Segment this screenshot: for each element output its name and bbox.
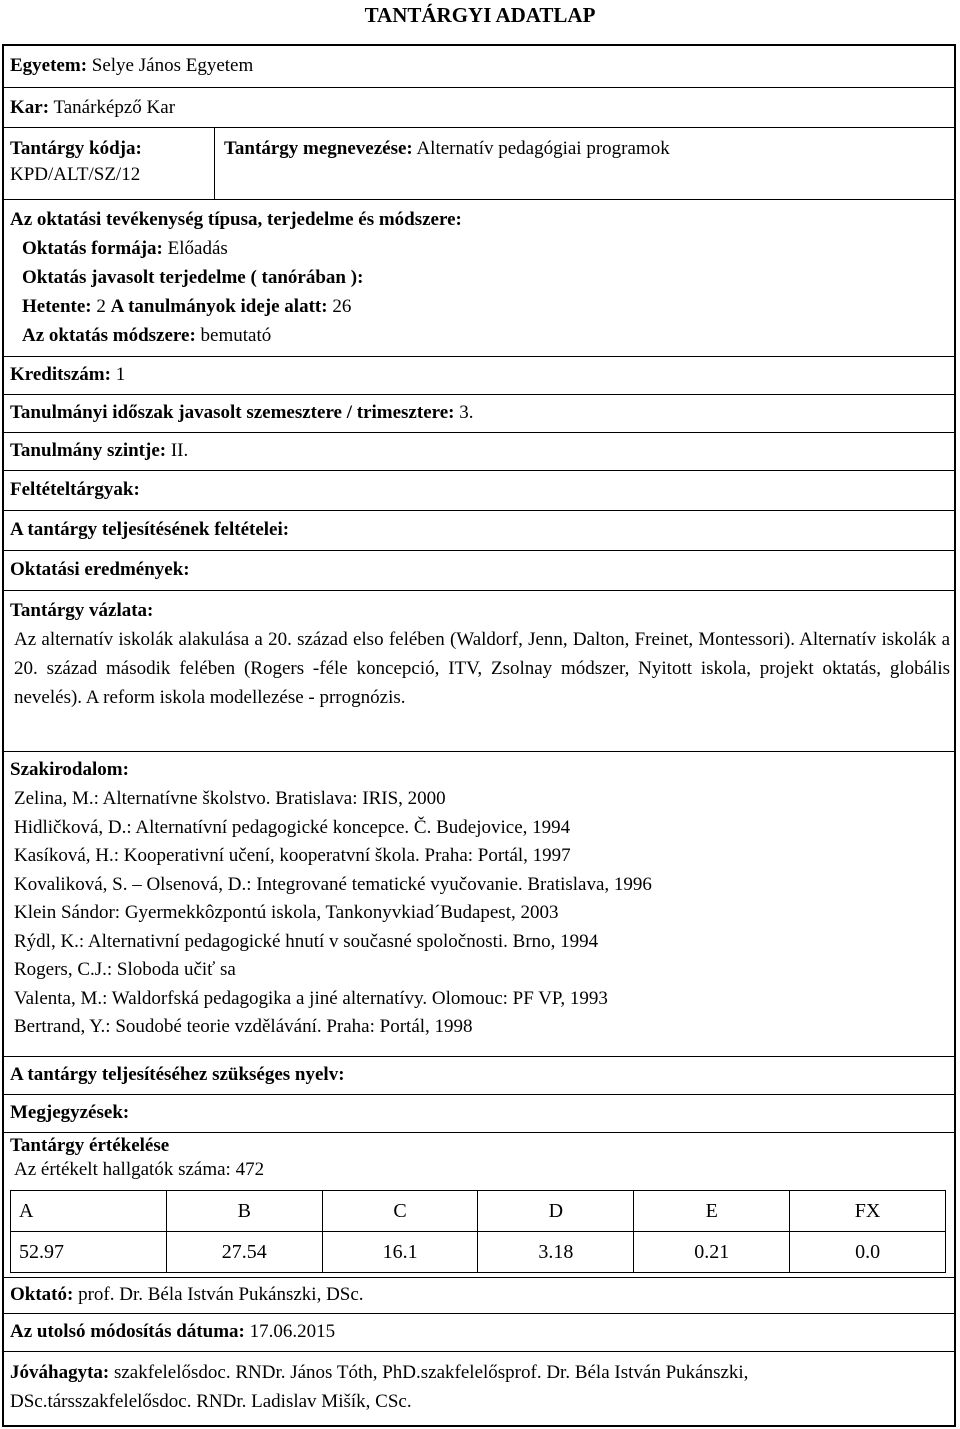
conditions-row (4, 510, 954, 550)
literature-item: Hidličková, D.: Alternatívní pedagogické koncepce. Č. Budejovice, 1994 (14, 816, 571, 838)
last-modified-row (4, 1313, 954, 1351)
course-name-label: Tantárgy megnevezése: (224, 138, 413, 159)
credits-row (4, 356, 954, 394)
weekly-value: 2 (96, 296, 106, 317)
outline-text: Az alternatív iskolák alakulása a 20. század elso felében (Waldorf, Jenn, Dalton, Freinet, Montessori). Alternatív iskolák a 20. század második felében (Rogers -féle koncepció, ITV, Zsolnay módszer, Nyitott iskola, projekt oktatás, globális nevelés). A reform iskola modellezése - prrognózis. (14, 629, 950, 708)
outcomes-row (4, 550, 954, 590)
outline-row (4, 590, 954, 751)
literature-item: Kasíková, H.: Kooperativní učení, kooperatvní škola. Praha: Portál, 1997 (14, 845, 571, 866)
course-code-value: KPD/ALT/SZ/12 (10, 164, 141, 185)
course-id-row (4, 127, 954, 199)
semester-label: Tanulmányi időszak javasolt szemesztere / trimesztere: (10, 402, 455, 423)
grade-percent: 16.1 (322, 1232, 478, 1273)
form-value: Előadás (167, 238, 228, 259)
grade-letter: B (166, 1191, 322, 1232)
semester-row (4, 394, 954, 432)
grade-percent-row (11, 1232, 946, 1273)
faculty-row (4, 87, 954, 127)
document-title: TANTÁRGYI ADATLAP (364, 3, 596, 27)
literature-item: Klein Sándor: Gyermekkôzpontú iskola, Tankonyvkiad´Budapest, 2003 (14, 902, 559, 923)
grade-letter: A (11, 1191, 167, 1232)
last-modified-label: Az utolsó módosítás dátuma: (10, 1321, 245, 1342)
literature-item: Rogers, C.J.: Sloboda učiť sa (14, 959, 236, 980)
activity-heading: Az oktatási tevékenység típusa, terjedelme és módszere: (10, 209, 462, 230)
notes-row (4, 1094, 954, 1132)
faculty-value: Tanárképző Kar (53, 97, 176, 118)
method-value: bemutató (200, 325, 272, 346)
outcomes-label: Oktatási eredmények: (10, 559, 190, 580)
grade-letter: E (634, 1191, 790, 1232)
total-value: 26 (332, 296, 352, 317)
grade-percent: 0.0 (790, 1232, 946, 1273)
prerequisites-label: Feltételtárgyak: (10, 479, 140, 500)
literature-item: Valenta, M.: Waldorfská pedagogika a jiné alternatívy. Olomouc: PF VP, 1993 (14, 987, 608, 1009)
conditions-label: A tantárgy teljesítésének feltételei: (10, 519, 290, 540)
university-label: Egyetem: (10, 55, 88, 76)
course-code-cell (4, 128, 215, 199)
scope-label: Oktatás javasolt terjedelme ( tanórában ): (22, 267, 364, 288)
evaluation-row (4, 1132, 954, 1277)
grade-percent: 3.18 (478, 1232, 634, 1273)
language-row (4, 1056, 954, 1094)
language-label: A tantárgy teljesítéséhez szükséges nyelv: (10, 1064, 345, 1085)
approved-row (4, 1351, 954, 1425)
lecturer-row (4, 1277, 954, 1313)
last-modified-value: 17.06.2015 (249, 1321, 336, 1342)
grade-letters-row (11, 1191, 946, 1232)
weekly-label: Hetente: (22, 296, 92, 317)
course-data-sheet (2, 44, 956, 1427)
level-label: Tanulmány szintje: (10, 440, 167, 461)
course-name-value: Alternatív pedagógiai programok (416, 138, 670, 159)
grade-distribution-table (10, 1190, 946, 1273)
approved-label: Jóváhagyta: (10, 1362, 110, 1383)
notes-label: Megjegyzések: (10, 1102, 130, 1123)
credits-label: Kreditszám: (10, 364, 111, 385)
total-label: A tanulmányok ideje alatt: (110, 296, 328, 317)
activity-row (4, 199, 954, 356)
lecturer-value: prof. Dr. Béla István Pukánszki, DSc. (78, 1284, 364, 1305)
evaluated-count: Az értékelt hallgatók száma: 472 (14, 1159, 265, 1180)
level-row (4, 432, 954, 470)
university-row (4, 46, 954, 87)
form-label: Oktatás formája: (22, 238, 163, 259)
outline-label: Tantárgy vázlata: (10, 600, 154, 621)
lecturer-label: Oktató: (10, 1284, 74, 1305)
grade-percent: 27.54 (166, 1232, 322, 1273)
grade-percent: 52.97 (11, 1232, 167, 1273)
literature-item: Bertrand, Y.: Soudobé teorie vzdělávání. Praha: Portál, 1998 (14, 1016, 473, 1037)
literature-item: Kovaliková, S. – Olsenová, D.: Integrované tematické vyučovanie. Bratislava, 1996 (14, 873, 652, 895)
prerequisites-row (4, 470, 954, 510)
evaluation-label: Tantárgy értékelése (10, 1135, 170, 1156)
literature-row (4, 751, 954, 1056)
grade-letter: FX (790, 1191, 946, 1232)
grade-letter: C (322, 1191, 478, 1232)
course-code-label: Tantárgy kódja: (10, 138, 142, 159)
literature-item: Rýdl, K.: Alternativní pedagogické hnutí v současné spoločnosti. Brno, 1994 (14, 930, 599, 952)
level-value: II. (170, 440, 189, 461)
credits-value: 1 (115, 364, 126, 385)
grade-percent: 0.21 (634, 1232, 790, 1273)
approved-line-2: DSc.társszakfelelősdoc. RNDr. Ladislav Mišík, CSc. (10, 1391, 412, 1412)
grade-letter: D (478, 1191, 634, 1232)
method-label: Az oktatás módszere: (22, 325, 196, 346)
approved-line-1: szakfelelősdoc. RNDr. János Tóth, PhD.szakfelelősprof. Dr. Béla István Pukánszki, (113, 1362, 749, 1383)
faculty-label: Kar: (10, 97, 50, 118)
university-value: Selye János Egyetem (91, 55, 254, 76)
semester-value: 3. (459, 402, 474, 423)
literature-item: Zelina, M.: Alternatívne školstvo. Bratislava: IRIS, 2000 (14, 788, 446, 809)
literature-list (14, 785, 652, 1042)
literature-label: Szakirodalom: (10, 759, 129, 780)
